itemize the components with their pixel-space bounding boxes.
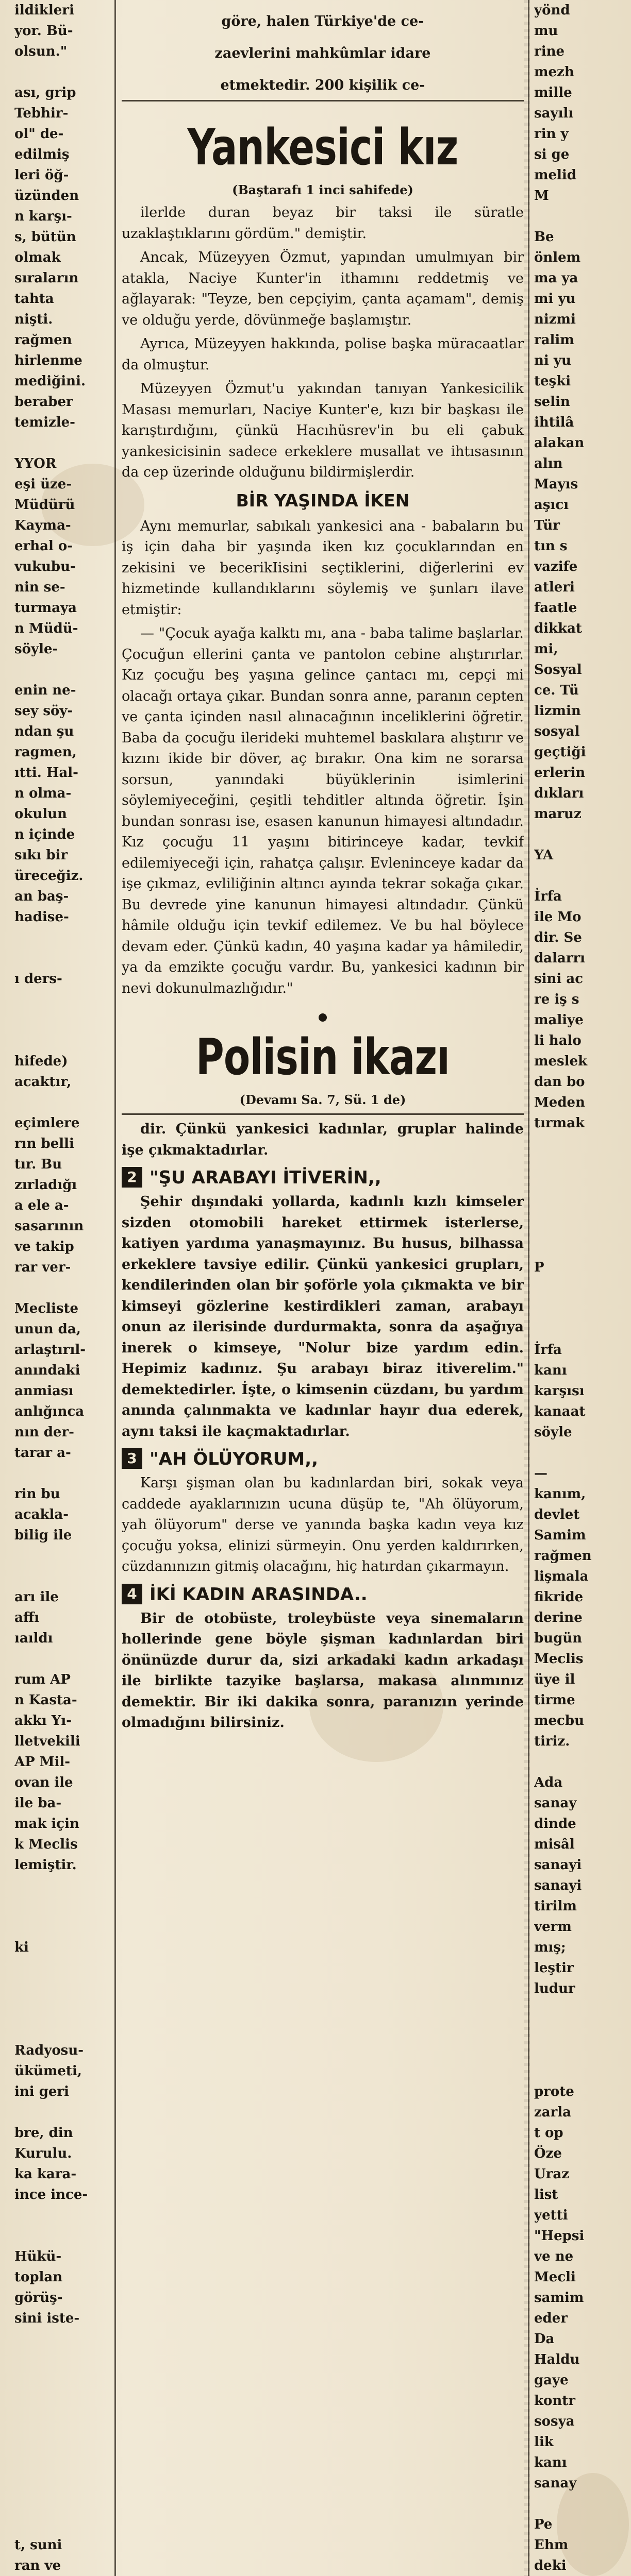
section-body: Şehir dışındaki yollarda, kadınlı kızlı kimseler sizden otomobili hareket ettirmek isterlerse, katiyen yardıma yanaşmayınız. Bu husus, bilhassa erkeklere tavsiye edilir. Çünkü yankesici grupları, kendilerinden olan bir şoförle yola çıkmakta ve bir kimseyi gözlerine kestirdikleri zaman, arabayı onun az ilerisinde durdurmakta, sonra da aşağıya inerek o kimseye, "Nolur bize yardım edin. Hepimiz kadınız. Şu arabayı biraz itiverelim." demektedirler. İşte, o kimsenin cüzdanı, bu yardım anında çalınmakta ve kadınlar hayır dua ederek, aynı taksi ile kaçmaktadırlar. [122, 1194, 524, 1439]
right-column-line: tın s [534, 538, 568, 554]
right-column-line: list [534, 2187, 558, 2202]
left-column-line: sıkı bir [14, 848, 68, 863]
right-column-line: sanay [534, 1795, 577, 1811]
right-column-line: vazife [534, 559, 578, 574]
left-column-line: Müdürü [14, 497, 75, 513]
right-column-line: mezh [534, 64, 574, 80]
right-column-line: mecbu [534, 1713, 584, 1728]
section-heading [122, 1583, 524, 1606]
left-column-line: ovan ile [14, 1775, 73, 1790]
left-column-line [14, 1566, 110, 1587]
left-column-line: rağmen [14, 332, 72, 348]
right-column-line: ni yu [534, 353, 571, 368]
left-column-line: akkı Yı- [14, 1713, 72, 1728]
left-column-line [14, 1030, 110, 1051]
left-column-line [14, 948, 110, 969]
left-column-line: mak için [14, 1816, 79, 1832]
right-column-line: rin y [534, 126, 569, 142]
right-column-line: Da [534, 2331, 555, 2347]
left-column-line [14, 2226, 110, 2246]
right-column-line: derine [534, 1610, 583, 1625]
left-column-line: YYOR [14, 456, 57, 471]
article-paragraph: — "Çocuk ayağa kalktı mı, ana - baba talime başlarlar. Çocuğun ellerini çanta ve pantolon cebine alıştırırlar. Kız çocuğu beş yaşına gelince çantacı mı, cepçi mi olacağı ortaya çıkar. Bundan sonra anne, paranın cepten ve çanta içinden nasıl alınacağının inceliklerini öğretir. Baba da çocuğu ilerideki muhtemel baskılara alıştırır ve kızını ikide bir döver, aç bırakır. Ona kim ne sorarsa sorsun, yanındaki büyüklerinin isimlerini söylemiyeceğini, çeşitli tehditler altında öğretir. İşin bundan sonrası ise, esasen kanunun himayesi altındadır. Kız çocuğu 11 yaşını bitirinceye kadar, tevkif edilemiyeceği için, rahatça çalışır. Evleninceye kadar da işe çıkmaz, evliliğinin altıncı ayında tekrar sokağa çıkar. Bu devrede yine kanunun himayesi altındadır. Çünkü hâmile olduğu için tevkif edilemez. Ve bu hal böylece devam eder. Çünkü kadın, 40 yaşına kadar ya hâmiledir, ya da emzikte çocuğu vardır. Bu, yankesici kadının bir nevi dokunulmazlığıdır." [122, 625, 524, 996]
right-column-line: ma ya [534, 270, 578, 286]
left-column-line [14, 1278, 110, 1298]
left-column-line [14, 2473, 110, 2494]
left-column-line [14, 62, 110, 82]
left-column-line: Kayma- [14, 518, 71, 533]
left-column-line: n içinde [14, 827, 75, 842]
right-column-line: Ehm [534, 2537, 569, 2553]
right-column-line: İrfa [534, 889, 562, 904]
left-column-line [14, 927, 110, 948]
left-column-line: n olma- [14, 786, 72, 801]
right-column-line [534, 2020, 622, 2040]
left-column-line: edilmiş [14, 147, 70, 162]
section-title: "AH ÖLÜYORUM,, [150, 1449, 319, 1469]
right-column-line [534, 1278, 622, 1298]
article-paragraph: Ancak, Müzeyyen Özmut, yapından umulmıyan bir atakla, Naciye Kunter'in ithamını reddetmiş ve ağlayarak: "Teyze, ben cepçiyim, çanta açamam", demiş ve olduğu yerde, dövünmeğe başlamıştır. [122, 249, 524, 328]
right-column-line: Tür [534, 518, 560, 533]
left-column-line: acakla- [14, 1507, 69, 1522]
lead-line: göre, halen Türkiye'de ce- [221, 13, 424, 29]
left-column-line: ildikleri [14, 3, 74, 18]
left-column-line [14, 2452, 110, 2473]
right-column-line: teşki [534, 374, 571, 389]
right-column-line: dalarrı [534, 951, 586, 966]
right-column-line: bugün [534, 1631, 583, 1646]
article-body-part3 [122, 1119, 524, 1161]
right-column-line: sayılı [534, 106, 574, 121]
left-column-line: erhal o- [14, 538, 73, 554]
left-column-line: eçimlere [14, 1115, 80, 1131]
left-column-line [14, 2494, 110, 2514]
right-column-line: verm [534, 1919, 572, 1935]
right-column-line: kanı [534, 2455, 567, 2470]
left-column-line [14, 433, 110, 453]
left-column-line: ndan şu [14, 724, 74, 739]
right-column-line: kanı [534, 1363, 567, 1378]
left-column-line [14, 659, 110, 680]
left-column-line: üreceğiz. [14, 868, 84, 884]
section-body: Bir de otobüste, troleybüste veya sinemaların hollerinde gene böyle şişman kadınlardan biri önünüzde durur da, sizi arkadaki kadın arkadaşı ile birlikte tazyike başlarsa, makasa alınmınız demektir. Bir iki dakika sonra, paranızın yerinde olmadığını bilirsiniz. [122, 1610, 524, 1731]
right-column-line: ralim [534, 332, 574, 348]
left-column-line: n Kasta- [14, 1692, 77, 1708]
left-column-line: rin bu [14, 1486, 60, 1502]
right-column-line: t op [534, 2125, 563, 2141]
numbered-sections [122, 1166, 524, 1734]
left-column-line: mediğini. [14, 374, 86, 389]
left-column-line [14, 1917, 110, 1937]
left-column-line: affı [14, 1610, 40, 1625]
right-column-line: prote [534, 2084, 574, 2099]
right-column-line: zarla [534, 2105, 572, 2120]
lead-line: zaevlerini mahkûmlar idare [214, 45, 431, 61]
right-column-line: mış; [534, 1940, 566, 1955]
right-column-line: Be [534, 229, 554, 245]
right-column-line [534, 1298, 622, 1319]
left-column-line [14, 989, 110, 1010]
left-column-line [14, 2432, 110, 2452]
right-column-line: nizmi [534, 312, 576, 327]
left-column-line: hadise- [14, 909, 69, 925]
left-column-line: n Müdü- [14, 621, 78, 636]
right-column-line [534, 1175, 622, 1195]
left-column-line: anındaki [14, 1363, 80, 1378]
right-column-line: tiriz. [534, 1734, 570, 1749]
right-column-line: si ge [534, 147, 570, 162]
left-column-line: ı ders- [14, 971, 62, 987]
right-column-line [534, 1216, 622, 1236]
left-column-line: sey söy- [14, 703, 73, 719]
left-column-line: acaktır, [14, 1074, 72, 1090]
right-column-line: Meden [534, 1095, 585, 1110]
bullet-dot [319, 1013, 327, 1022]
right-column-line: Haldu [534, 2352, 580, 2367]
left-column-line [14, 2102, 110, 2123]
section-body: Karşı şişman olan bu kadınlardan biri, sokak veya caddede ayaklarınızın ucuna düşüp te, "Ah ölüyorum, yah ölüyorum" derse ve yanında başka kadın veya kız çocuğu yoksa, elinizi sürmeyin. Onu yerden kaldırırken, cüzdanınızın gitmiş olacağını, hiç hatırdan çıkarmayın. [122, 1475, 524, 1574]
left-column-line: olmak [14, 250, 61, 265]
right-column-line [534, 1443, 622, 1463]
right-column-line: üye il [534, 1672, 575, 1687]
left-column-line: t, suni [14, 2537, 62, 2553]
right-column-line: dir. Se [534, 930, 582, 945]
left-column-line: Mecliste [14, 1301, 79, 1316]
section-title: İKİ KADIN ARASINDA.. [150, 1584, 368, 1605]
left-column-line: rum AP [14, 1672, 71, 1687]
main-article-column [122, 0, 524, 2576]
right-column-line [534, 866, 622, 886]
right-column-line: tirme [534, 1692, 575, 1708]
right-column-line [534, 824, 622, 845]
right-column-line [534, 2040, 622, 2061]
left-column-line [14, 1649, 110, 1669]
right-column-line: söyle [534, 1425, 572, 1440]
left-column-line [14, 2205, 110, 2226]
right-column-line: İrfa [534, 1342, 562, 1358]
section-heading [122, 1166, 524, 1190]
right-column-line: meslek [534, 1054, 588, 1069]
section-number-box: 2 [122, 1167, 142, 1188]
right-column-line: yetti [534, 2208, 568, 2223]
right-column-line: misâl [534, 1837, 575, 1852]
right-column-line: devlet [534, 1507, 580, 1522]
left-column-line [14, 2020, 110, 2040]
right-column-line: alakan [534, 435, 585, 451]
left-column-line: Tebhir- [14, 106, 69, 121]
right-column-line: kanım, [534, 1486, 586, 1502]
subheading-bir-yasinda-iken: BİR YAŞINDA İKEN [236, 490, 410, 511]
section-heading [122, 1447, 524, 1471]
headline-polisin-ikazi: Polisin ikazı [195, 1028, 450, 1086]
right-column-line: tırmak [534, 1115, 585, 1131]
left-column-line [14, 2370, 110, 2391]
left-column-line: ki [14, 1940, 29, 1955]
left-column-line: üzünden [14, 188, 79, 204]
left-column-line: lemiştir. [14, 1857, 77, 1873]
left-column-line [14, 2391, 110, 2411]
left-column-line: Kurulu. [14, 2146, 72, 2161]
left-column-line: hirlenme [14, 353, 82, 368]
torn-edge [524, 0, 530, 2576]
right-column-line [534, 2061, 622, 2081]
left-column-line: toplan [14, 2269, 63, 2285]
left-column-line: ile ba- [14, 1795, 62, 1811]
right-column-line: Meclis [534, 1651, 584, 1667]
right-column-line: kanaat [534, 1404, 586, 1419]
right-column-line: geçtiği [534, 744, 586, 760]
right-column-line: selin [534, 394, 570, 410]
right-column-line: yönd [534, 3, 570, 18]
continued-to-note: (Devamı Sa. 7, Sü. 1 de) [239, 1092, 406, 1107]
right-column-line: sini ac [534, 971, 584, 987]
right-column-line: maruz [534, 806, 582, 822]
right-column-line: lişmala [534, 1569, 589, 1584]
section-number-box: 3 [122, 1448, 142, 1469]
right-column-line: eder [534, 2311, 568, 2326]
right-column-line: kontr [534, 2393, 575, 2409]
headline-yankesici-kiz: Yankesici kız [187, 118, 458, 176]
section-title: "ŞU ARABAYI İTİVERİN,, [150, 1167, 381, 1188]
continued-from-note: (Baştarafı 1 inci sahifede) [232, 182, 413, 197]
article-paragraph: Aynı memurlar, sabıkalı yankesici ana - babaların bu iş için daha bir yaşında iken kız çocuklarından en zekisini ve becerikIisini seçtiklerini, diğerlerini ev hizmetinde kullandıklarını söylemiş ve şunları ilave etmiştir: [122, 518, 524, 618]
left-column-line: bilig ile [14, 1528, 72, 1543]
right-column-line: önlem [534, 250, 581, 265]
left-column-line: Hükü- [14, 2249, 62, 2264]
right-column-line: alın [534, 456, 563, 471]
right-column-line [534, 2494, 622, 2514]
separator-rule [122, 100, 524, 101]
left-column-line: ragmen, [14, 744, 77, 760]
right-column-line [534, 1195, 622, 1216]
right-column-line: ve ne [534, 2249, 574, 2264]
right-column-line: ludur [534, 1981, 575, 1996]
left-column-line: sıraların [14, 270, 79, 286]
right-column-line: Samim [534, 1528, 586, 1543]
right-column-line: dikkat [534, 621, 582, 636]
left-column-line: sasarının [14, 1218, 84, 1234]
right-column-line: lik [534, 2434, 554, 2450]
left-column-line [14, 1546, 110, 1566]
left-column-line: ıtti. Hal- [14, 765, 78, 781]
left-column-line [14, 1092, 110, 1113]
left-column-line: ve takip [14, 1239, 74, 1255]
left-column-line: vukubu- [14, 559, 76, 574]
left-column-line: tahta [14, 291, 54, 307]
right-column-line: Öze [534, 2146, 562, 2161]
left-column-line [14, 1010, 110, 1030]
left-column-line: nin se- [14, 580, 65, 595]
left-column-line: zırladığı [14, 1177, 77, 1193]
right-column-line: aşıcı [534, 497, 569, 513]
right-column-line: gaye [534, 2372, 569, 2388]
left-column-line: söyle- [14, 641, 58, 657]
left-column-line [14, 1896, 110, 1917]
left-column-line: s, bütün [14, 229, 76, 245]
right-column-line: karşısı [534, 1383, 585, 1399]
left-column-line: ran ve [14, 2558, 61, 2573]
left-column-line: tır. Bu [14, 1157, 62, 1172]
right-column-line [534, 206, 622, 227]
lead-line: etmektedir. 200 kişilik ce- [220, 77, 425, 93]
right-column-line: mille [534, 85, 572, 100]
right-column-line: maliye [534, 1012, 584, 1028]
right-column-line: "Hepsi [534, 2228, 585, 2244]
right-column-line [534, 1133, 622, 1154]
left-column-line: ini geri [14, 2084, 70, 2099]
right-column-line: mi, [534, 641, 558, 657]
right-column-line: Ada [534, 1775, 563, 1790]
right-column-line [534, 1236, 622, 1257]
left-column-line: ıaıldı [14, 1631, 53, 1646]
right-column-line: deki [534, 2558, 567, 2573]
left-column-line: nın der- [14, 1425, 74, 1440]
left-column-line: k Meclis [14, 1837, 78, 1852]
left-column-line: görüş- [14, 2290, 63, 2306]
section-number-box: 4 [122, 1584, 142, 1604]
left-column-line: nişti. [14, 312, 53, 327]
right-column-line: Sosyal [534, 662, 582, 677]
left-column-fragments [14, 0, 110, 2576]
right-column-line [534, 1752, 622, 1772]
article-paragraph: Ayrıca, Müzeyyen hakkında, polise başka müracaatlar da olmuştur. [122, 336, 524, 373]
left-column-line: okulun [14, 806, 67, 822]
right-column-line: sosya [534, 2414, 575, 2429]
right-column-line: ihtilâ [534, 415, 574, 430]
left-column-line: turmaya [14, 600, 77, 616]
right-column-line: rağmen [534, 1548, 592, 1564]
left-column-line: yor. Bü- [14, 23, 73, 39]
right-column-line: sanayi [534, 1878, 582, 1893]
article-paragraph: dir. Çünkü yankesici kadınlar, gruplar halinde işe çıkmaktadırlar. [122, 1121, 524, 1158]
left-column-line: arı ile [14, 1589, 59, 1605]
left-column-line [14, 1999, 110, 2020]
right-column-line: sanay [534, 2476, 577, 2491]
left-column-line: a ele a- [14, 1198, 69, 1213]
lead-text [122, 0, 524, 96]
right-column-line: ile Mo [534, 909, 582, 925]
left-column-line: enin ne- [14, 683, 76, 698]
left-column-line: lletvekili [14, 1734, 80, 1749]
left-column-line [14, 2514, 110, 2535]
left-column-line: ası, grip [14, 85, 76, 100]
left-column-line: n karşı- [14, 209, 72, 224]
right-column-line: dıkları [534, 786, 584, 801]
right-column-line: li halo [534, 1033, 582, 1048]
right-column-line: YA [534, 848, 554, 863]
right-column-line: erlerin [534, 765, 586, 781]
right-column-line: leştir [534, 1960, 574, 1976]
right-column-line: Mayıs [534, 477, 578, 492]
left-column-line [14, 1463, 110, 1484]
right-column-line: Mecli [534, 2269, 576, 2285]
right-column-line: tirilm [534, 1899, 577, 1914]
right-column-line: lizmin [534, 703, 581, 719]
left-column-line [14, 2349, 110, 2370]
right-column-line: samim [534, 2290, 584, 2306]
left-column-line: leri öğ- [14, 167, 69, 183]
right-column-line: sosyal [534, 724, 580, 739]
left-column-line [14, 1978, 110, 1999]
right-column-line: — [534, 1466, 547, 1481]
right-column-line: dan bo [534, 1074, 585, 1090]
right-column-line [534, 1319, 622, 1340]
left-column-line [14, 1875, 110, 1896]
right-column-line: atleri [534, 580, 575, 595]
right-column-line: re iş s [534, 992, 579, 1007]
right-column-line: M [534, 188, 549, 204]
left-column-line: ükümeti, [14, 2063, 82, 2079]
left-column-line [14, 1958, 110, 1978]
left-column-line: hifede) [14, 1054, 68, 1069]
left-column-line: olsun." [14, 44, 68, 59]
left-column-line [14, 2411, 110, 2432]
left-column-line: anlığınca [14, 1404, 85, 1419]
left-column-line: bre, din [14, 2125, 73, 2141]
right-column-line: ce. Tü [534, 683, 579, 698]
left-column-line: rın belli [14, 1136, 74, 1151]
left-column-line [14, 2329, 110, 2349]
right-column-line: rine [534, 44, 565, 59]
left-column-line: anmiası [14, 1383, 74, 1399]
right-column-line: sanayi [534, 1857, 582, 1873]
left-column-line: arlaştırıl- [14, 1342, 86, 1358]
left-column-line: temizle- [14, 415, 75, 430]
right-column-line: faatle [534, 600, 577, 616]
left-column-line: Radyosu- [14, 2043, 84, 2058]
right-column-line [534, 1999, 622, 2020]
left-column-line: rar ver- [14, 1260, 71, 1275]
left-column-line: eşi üze- [14, 477, 72, 492]
right-column-line: Uraz [534, 2166, 569, 2182]
left-column-line: AP Mil- [14, 1754, 71, 1770]
right-column-line [534, 1154, 622, 1175]
article-body-part2 [122, 516, 524, 999]
left-column-line: beraber [14, 394, 73, 410]
right-column-line: dinde [534, 1816, 576, 1832]
separator-rule [122, 1113, 524, 1115]
left-column-line: ka kara- [14, 2166, 77, 2182]
right-column-fragments [534, 0, 622, 2576]
left-column-line: sini iste- [14, 2311, 80, 2326]
article-body-part1 [122, 202, 524, 483]
left-column-line: unun da, [14, 1321, 81, 1337]
right-column-line: melid [534, 167, 576, 183]
right-column-line: P [534, 1260, 544, 1275]
left-column-line: an baş- [14, 889, 69, 904]
article-paragraph: ilerlde duran beyaz bir taksi ile süratle uzaklaştıklarını gördüm." demiştir. [122, 205, 524, 242]
left-column-line: ince ince- [14, 2187, 88, 2202]
right-column-line: mu [534, 23, 558, 39]
right-column-line: fikride [534, 1589, 584, 1605]
right-column-line: Pe [534, 2517, 553, 2532]
right-column-line: mi yu [534, 291, 576, 307]
left-column-line: ol" de- [14, 126, 64, 142]
column-rule-left [114, 0, 116, 2576]
left-column-line: tarar a- [14, 1445, 71, 1461]
article-paragraph: Müzeyyen Özmut'u yakından tanıyan Yankesicilik Masası memurları, Naciye Kunter'e, kızı bir başkası ile karıştırdığını, çünkü Hacıhüsrev'in bu eli çabuk yankesicisinin sadece erkeklere musallat ve ihtısasının da cep üzerinde olduğunu bildirmişlerdir. [122, 381, 524, 480]
